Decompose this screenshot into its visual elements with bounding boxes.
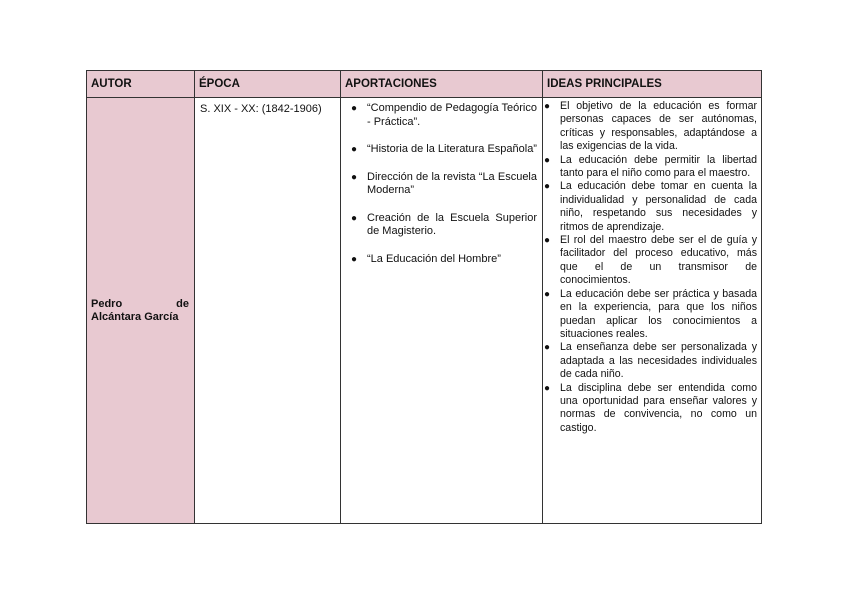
authors-table — [86, 70, 762, 524]
bullet-icon: ● — [351, 144, 358, 155]
epoca-value: S. XIX - XX: (1842-1906) — [200, 103, 322, 115]
bullet-icon: ● — [351, 103, 358, 114]
header-autor: AUTOR — [87, 71, 195, 98]
list-item: ● “La Educación del Hombre” — [351, 252, 501, 265]
header-ideas-principales: IDEAS PRINCIPALES — [543, 71, 762, 98]
bullet-icon: ● — [544, 382, 551, 394]
bullet-icon: ● — [544, 342, 551, 354]
list-item: ● La educación debe ser práctica y basada en la experiencia, para que los niños puedan aplicar los conocimientos a situaciones reales. — [544, 287, 757, 340]
epoca-cell — [195, 98, 341, 524]
list-item: ● La enseñanza debe ser personalizada y adaptada a las necesidades individuales de cada niño. — [544, 341, 757, 381]
bullet-icon: ● — [351, 253, 358, 265]
list-item: ● Creación de la Escuela Superior de Magisterio. — [351, 211, 537, 237]
aportaciones-list — [341, 102, 537, 266]
autor-cell — [87, 98, 195, 524]
list-item: ● La educación debe tomar en cuenta la individualidad y personalidad de cada niño, respetando sus necesidades y ritmos de aprendizaje. — [544, 180, 757, 233]
ideas-principales-cell — [543, 98, 762, 524]
list-item: ● Dirección de la revista “La Escuela Moderna” — [351, 170, 537, 196]
aportaciones-cell — [341, 98, 543, 524]
bullet-icon: ● — [544, 154, 551, 166]
bullet-icon: ● — [544, 101, 551, 112]
header-epoca: ÉPOCA — [195, 71, 341, 98]
table-row — [87, 98, 762, 524]
list-item: ● El objetivo de la educación es formar personas capaces de ser autónomas, críticas y responsables, adaptándose a las exigencias de la vida. — [544, 100, 757, 153]
bullet-icon: ● — [544, 181, 551, 193]
table-header-row — [87, 71, 762, 98]
bullet-icon: ● — [351, 171, 358, 183]
list-item: ● “Compendio de Pedagogía Teórico - Práctica”. — [351, 102, 537, 128]
ideas-list — [543, 100, 757, 435]
list-item: ● La disciplina debe ser entendida como una oportunidad para enseñar valores y normas de convivencia, no como un castigo. — [544, 381, 757, 434]
bullet-icon: ● — [351, 212, 358, 224]
autor-name: Pedro de Alcántara García — [91, 297, 189, 323]
bullet-icon: ● — [544, 288, 551, 300]
list-item: ● “Historia de la Literatura Española” — [351, 143, 537, 155]
list-item: ● El rol del maestro debe ser el de guía y facilitador del proceso educativo, más que el de un transmisor de conocimientos. — [544, 234, 757, 287]
header-aportaciones: APORTACIONES — [341, 71, 543, 98]
list-item: ● La educación debe permitir la libertad tanto para el niño como para el maestro. — [544, 153, 757, 180]
bullet-icon: ● — [544, 235, 551, 247]
